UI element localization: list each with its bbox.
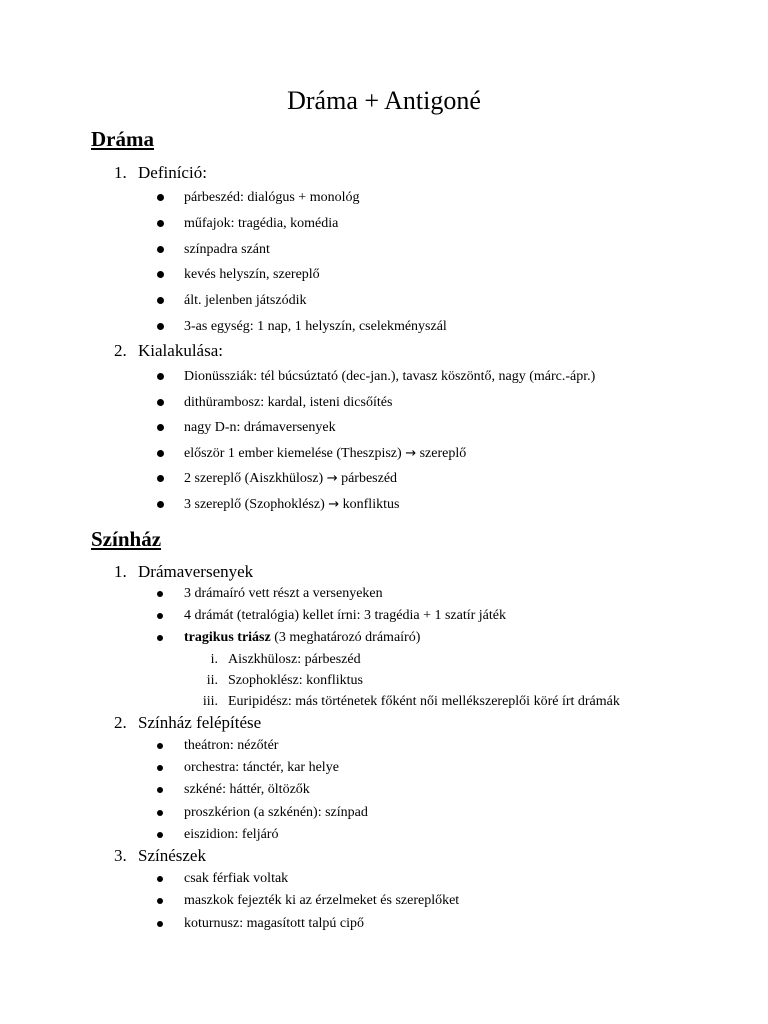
item-label: Kialakulása: bbox=[138, 341, 223, 360]
bullet-dot-icon bbox=[157, 424, 164, 431]
item-label: Definíció: bbox=[138, 163, 207, 182]
list-item-szineszek bbox=[114, 845, 206, 867]
roman-numeral: i. bbox=[210, 652, 218, 667]
bullet-dot-icon bbox=[157, 475, 164, 482]
bullet-dot-icon bbox=[157, 194, 164, 201]
page-title: Dráma + Antigoné bbox=[287, 86, 481, 115]
item-number: 2. bbox=[114, 341, 127, 360]
bullet-dot-icon bbox=[157, 323, 164, 330]
bullet-dot-icon bbox=[157, 501, 164, 508]
bullet-dot-icon bbox=[157, 297, 164, 304]
item-label: Színház felépítése bbox=[138, 713, 262, 732]
bullet-dot-icon bbox=[157, 743, 163, 749]
arrow-right-icon: → bbox=[326, 471, 338, 486]
bullet-dot-icon bbox=[157, 450, 164, 457]
bullet-dot-icon bbox=[157, 876, 163, 882]
bullet-dot-icon bbox=[157, 765, 163, 771]
item-label: Színészek bbox=[138, 846, 206, 865]
bullet-dot-icon bbox=[157, 635, 163, 641]
arrow-right-icon: → bbox=[405, 446, 417, 461]
section-heading-szinhaz: Színház bbox=[91, 527, 162, 551]
bullet-dot-icon bbox=[157, 591, 163, 597]
item-label: Drámaversenyek bbox=[138, 562, 254, 581]
item-number: 1. bbox=[114, 562, 127, 581]
item-number: 2. bbox=[114, 713, 127, 732]
bullet-dot-icon bbox=[157, 399, 164, 406]
bullet-dot-icon bbox=[157, 271, 164, 278]
bullet-dot-icon bbox=[157, 921, 163, 927]
bullet-dot-icon bbox=[157, 220, 164, 227]
list-item-kialakulasa bbox=[114, 340, 223, 362]
bullet-dot-icon bbox=[157, 898, 163, 904]
item-number: 3. bbox=[114, 846, 127, 865]
arrow-right-icon: → bbox=[328, 497, 340, 512]
item-number: 1. bbox=[114, 163, 127, 182]
bullet-dot-icon bbox=[157, 246, 164, 253]
list-item-dramaversenyek bbox=[114, 561, 253, 583]
roman-numeral: ii. bbox=[206, 673, 218, 688]
roman-numeral: iii. bbox=[202, 694, 218, 709]
bullet-dot-icon bbox=[157, 832, 163, 838]
list-item-definicio bbox=[114, 162, 207, 184]
bullet-dot-icon bbox=[157, 787, 163, 793]
bullet-dot-icon bbox=[157, 373, 164, 380]
bullet-dot-icon bbox=[157, 810, 163, 816]
section-heading-drama: Dráma bbox=[91, 127, 154, 151]
list-item-szinhaz-felepitese bbox=[114, 712, 261, 734]
bullet-dot-icon bbox=[157, 613, 163, 619]
